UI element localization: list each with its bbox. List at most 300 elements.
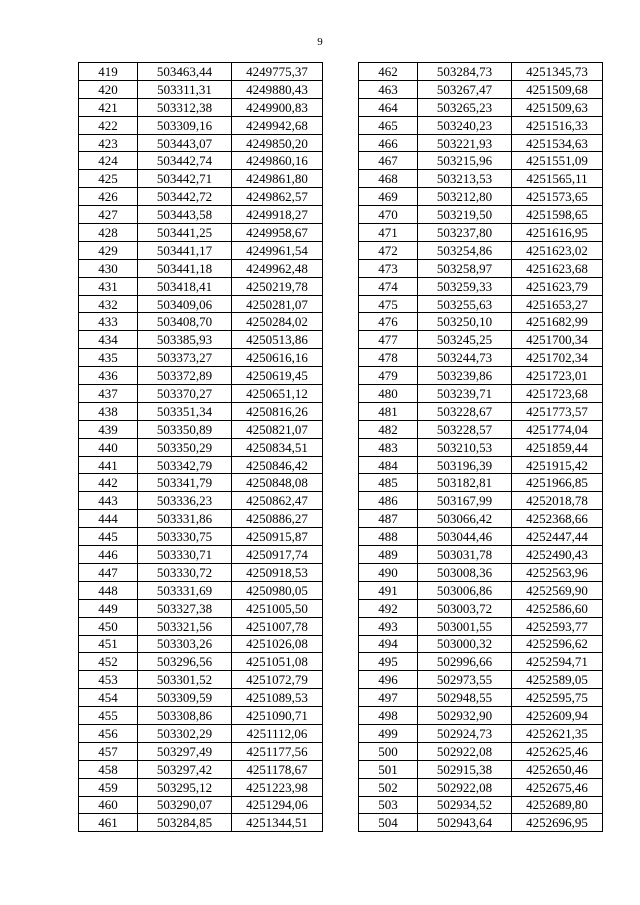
point-number-cell: 464 bbox=[359, 98, 418, 116]
x-coordinate-cell: 503259,33 bbox=[418, 277, 512, 295]
point-number-cell: 474 bbox=[359, 277, 418, 295]
x-coordinate-cell: 503196,39 bbox=[418, 456, 512, 474]
x-coordinate-cell: 503385,93 bbox=[138, 331, 232, 349]
table-row bbox=[359, 438, 603, 456]
point-number-cell: 471 bbox=[359, 224, 418, 242]
point-number-cell: 428 bbox=[79, 224, 138, 242]
table-row bbox=[79, 724, 323, 742]
y-coordinate-cell: 4252650,46 bbox=[512, 760, 603, 778]
x-coordinate-cell: 503312,38 bbox=[138, 98, 232, 116]
x-coordinate-cell: 503418,41 bbox=[138, 277, 232, 295]
point-number-cell: 468 bbox=[359, 170, 418, 188]
point-number-cell: 421 bbox=[79, 98, 138, 116]
point-number-cell: 441 bbox=[79, 456, 138, 474]
y-coordinate-cell: 4251682,99 bbox=[512, 313, 603, 331]
point-number-cell: 448 bbox=[79, 581, 138, 599]
point-number-cell: 461 bbox=[79, 814, 138, 832]
point-number-cell: 490 bbox=[359, 563, 418, 581]
point-number-cell: 487 bbox=[359, 510, 418, 528]
point-number-cell: 432 bbox=[79, 295, 138, 313]
y-coordinate-cell: 4252596,62 bbox=[512, 635, 603, 653]
point-number-cell: 475 bbox=[359, 295, 418, 313]
table-row bbox=[359, 331, 603, 349]
point-number-cell: 479 bbox=[359, 367, 418, 385]
table-row bbox=[359, 724, 603, 742]
x-coordinate-cell: 503341,79 bbox=[138, 474, 232, 492]
x-coordinate-cell: 503267,47 bbox=[418, 80, 512, 98]
y-coordinate-cell: 4252589,05 bbox=[512, 671, 603, 689]
x-coordinate-cell: 502932,90 bbox=[418, 707, 512, 725]
table-row bbox=[79, 385, 323, 403]
point-number-cell: 460 bbox=[79, 796, 138, 814]
x-coordinate-cell: 503441,18 bbox=[138, 259, 232, 277]
point-number-cell: 423 bbox=[79, 134, 138, 152]
y-coordinate-cell: 4251623,02 bbox=[512, 241, 603, 259]
x-coordinate-cell: 503210,53 bbox=[418, 438, 512, 456]
y-coordinate-cell: 4251534,63 bbox=[512, 134, 603, 152]
x-coordinate-cell: 503442,74 bbox=[138, 152, 232, 170]
y-coordinate-cell: 4251598,65 bbox=[512, 206, 603, 224]
coordinates-table-left-body bbox=[79, 63, 323, 832]
y-coordinate-cell: 4251177,56 bbox=[232, 742, 323, 760]
table-row bbox=[359, 152, 603, 170]
table-row bbox=[79, 617, 323, 635]
point-number-cell: 481 bbox=[359, 402, 418, 420]
y-coordinate-cell: 4251966,85 bbox=[512, 474, 603, 492]
y-coordinate-cell: 4251723,01 bbox=[512, 367, 603, 385]
point-number-cell: 440 bbox=[79, 438, 138, 456]
x-coordinate-cell: 503212,80 bbox=[418, 188, 512, 206]
x-coordinate-cell: 503351,34 bbox=[138, 402, 232, 420]
y-coordinate-cell: 4249850,20 bbox=[232, 134, 323, 152]
x-coordinate-cell: 503250,10 bbox=[418, 313, 512, 331]
table-row bbox=[359, 653, 603, 671]
y-coordinate-cell: 4250619,45 bbox=[232, 367, 323, 385]
y-coordinate-cell: 4250821,07 bbox=[232, 420, 323, 438]
table-row bbox=[79, 367, 323, 385]
point-number-cell: 450 bbox=[79, 617, 138, 635]
table-row bbox=[79, 778, 323, 796]
table-row bbox=[359, 98, 603, 116]
table-row bbox=[359, 349, 603, 367]
point-number-cell: 500 bbox=[359, 742, 418, 760]
point-number-cell: 433 bbox=[79, 313, 138, 331]
x-coordinate-cell: 503003,72 bbox=[418, 599, 512, 617]
table-row bbox=[359, 241, 603, 259]
y-coordinate-cell: 4249918,27 bbox=[232, 206, 323, 224]
table-row bbox=[79, 259, 323, 277]
point-number-cell: 438 bbox=[79, 402, 138, 420]
point-number-cell: 424 bbox=[79, 152, 138, 170]
x-coordinate-cell: 503370,27 bbox=[138, 385, 232, 403]
coordinates-table-left bbox=[78, 62, 323, 832]
y-coordinate-cell: 4251653,27 bbox=[512, 295, 603, 313]
x-coordinate-cell: 503255,63 bbox=[418, 295, 512, 313]
point-number-cell: 454 bbox=[79, 689, 138, 707]
x-coordinate-cell: 503008,36 bbox=[418, 563, 512, 581]
x-coordinate-cell: 503297,49 bbox=[138, 742, 232, 760]
table-row bbox=[359, 277, 603, 295]
y-coordinate-cell: 4252447,44 bbox=[512, 528, 603, 546]
point-number-cell: 502 bbox=[359, 778, 418, 796]
y-coordinate-cell: 4252586,60 bbox=[512, 599, 603, 617]
x-coordinate-cell: 503409,06 bbox=[138, 295, 232, 313]
x-coordinate-cell: 503331,86 bbox=[138, 510, 232, 528]
point-number-cell: 463 bbox=[359, 80, 418, 98]
x-coordinate-cell: 503443,07 bbox=[138, 134, 232, 152]
y-coordinate-cell: 4250834,51 bbox=[232, 438, 323, 456]
table-row bbox=[79, 402, 323, 420]
point-number-cell: 494 bbox=[359, 635, 418, 653]
table-row bbox=[79, 635, 323, 653]
point-number-cell: 483 bbox=[359, 438, 418, 456]
table-row bbox=[79, 63, 323, 81]
point-number-cell: 425 bbox=[79, 170, 138, 188]
point-number-cell: 473 bbox=[359, 259, 418, 277]
point-number-cell: 435 bbox=[79, 349, 138, 367]
x-coordinate-cell: 503031,78 bbox=[418, 546, 512, 564]
table-row bbox=[359, 313, 603, 331]
point-number-cell: 437 bbox=[79, 385, 138, 403]
point-number-cell: 480 bbox=[359, 385, 418, 403]
x-coordinate-cell: 502948,55 bbox=[418, 689, 512, 707]
y-coordinate-cell: 4251007,78 bbox=[232, 617, 323, 635]
y-coordinate-cell: 4251859,44 bbox=[512, 438, 603, 456]
point-number-cell: 419 bbox=[79, 63, 138, 81]
table-row bbox=[359, 420, 603, 438]
y-coordinate-cell: 4251573,65 bbox=[512, 188, 603, 206]
table-row bbox=[79, 796, 323, 814]
y-coordinate-cell: 4251616,95 bbox=[512, 224, 603, 242]
table-row bbox=[79, 814, 323, 832]
point-number-cell: 455 bbox=[79, 707, 138, 725]
x-coordinate-cell: 503342,79 bbox=[138, 456, 232, 474]
table-row bbox=[359, 760, 603, 778]
y-coordinate-cell: 4251026,08 bbox=[232, 635, 323, 653]
table-row bbox=[79, 98, 323, 116]
x-coordinate-cell: 503215,96 bbox=[418, 152, 512, 170]
y-coordinate-cell: 4252569,90 bbox=[512, 581, 603, 599]
y-coordinate-cell: 4249860,16 bbox=[232, 152, 323, 170]
y-coordinate-cell: 4249958,67 bbox=[232, 224, 323, 242]
table-row bbox=[79, 671, 323, 689]
point-number-cell: 465 bbox=[359, 116, 418, 134]
table-row bbox=[79, 152, 323, 170]
y-coordinate-cell: 4252696,95 bbox=[512, 814, 603, 832]
table-row bbox=[79, 295, 323, 313]
y-coordinate-cell: 4251700,34 bbox=[512, 331, 603, 349]
table-row bbox=[359, 742, 603, 760]
y-coordinate-cell: 4252594,71 bbox=[512, 653, 603, 671]
y-coordinate-cell: 4250980,05 bbox=[232, 581, 323, 599]
y-coordinate-cell: 4250848,08 bbox=[232, 474, 323, 492]
y-coordinate-cell: 4252625,46 bbox=[512, 742, 603, 760]
point-number-cell: 430 bbox=[79, 259, 138, 277]
y-coordinate-cell: 4251623,68 bbox=[512, 259, 603, 277]
table-row bbox=[79, 707, 323, 725]
y-coordinate-cell: 4249961,54 bbox=[232, 241, 323, 259]
y-coordinate-cell: 4252621,35 bbox=[512, 724, 603, 742]
x-coordinate-cell: 503330,75 bbox=[138, 528, 232, 546]
point-number-cell: 459 bbox=[79, 778, 138, 796]
y-coordinate-cell: 4249900,83 bbox=[232, 98, 323, 116]
x-coordinate-cell: 503372,89 bbox=[138, 367, 232, 385]
table-row bbox=[79, 510, 323, 528]
x-coordinate-cell: 502973,55 bbox=[418, 671, 512, 689]
x-coordinate-cell: 503309,16 bbox=[138, 116, 232, 134]
point-number-cell: 504 bbox=[359, 814, 418, 832]
x-coordinate-cell: 503219,50 bbox=[418, 206, 512, 224]
table-row bbox=[79, 313, 323, 331]
x-coordinate-cell: 503443,58 bbox=[138, 206, 232, 224]
x-coordinate-cell: 503442,71 bbox=[138, 170, 232, 188]
x-coordinate-cell: 503463,44 bbox=[138, 63, 232, 81]
x-coordinate-cell: 503239,71 bbox=[418, 385, 512, 403]
x-coordinate-cell: 502922,08 bbox=[418, 778, 512, 796]
table-row bbox=[359, 170, 603, 188]
x-coordinate-cell: 503441,25 bbox=[138, 224, 232, 242]
y-coordinate-cell: 4250651,12 bbox=[232, 385, 323, 403]
y-coordinate-cell: 4252368,66 bbox=[512, 510, 603, 528]
point-number-cell: 491 bbox=[359, 581, 418, 599]
y-coordinate-cell: 4251565,11 bbox=[512, 170, 603, 188]
y-coordinate-cell: 4250219,78 bbox=[232, 277, 323, 295]
x-coordinate-cell: 503000,32 bbox=[418, 635, 512, 653]
x-coordinate-cell: 503228,67 bbox=[418, 402, 512, 420]
table-row bbox=[79, 116, 323, 134]
table-row bbox=[79, 277, 323, 295]
y-coordinate-cell: 4249880,43 bbox=[232, 80, 323, 98]
point-number-cell: 457 bbox=[79, 742, 138, 760]
table-row bbox=[79, 581, 323, 599]
point-number-cell: 498 bbox=[359, 707, 418, 725]
table-row bbox=[79, 546, 323, 564]
table-row bbox=[359, 367, 603, 385]
coordinates-table-right bbox=[358, 62, 603, 832]
table-row bbox=[359, 510, 603, 528]
table-row bbox=[79, 420, 323, 438]
y-coordinate-cell: 4252563,96 bbox=[512, 563, 603, 581]
x-coordinate-cell: 503350,89 bbox=[138, 420, 232, 438]
table-row bbox=[359, 474, 603, 492]
table-row bbox=[79, 349, 323, 367]
y-coordinate-cell: 4252490,43 bbox=[512, 546, 603, 564]
y-coordinate-cell: 4249962,48 bbox=[232, 259, 323, 277]
table-row bbox=[359, 63, 603, 81]
point-number-cell: 452 bbox=[79, 653, 138, 671]
table-row bbox=[359, 402, 603, 420]
x-coordinate-cell: 503001,55 bbox=[418, 617, 512, 635]
y-coordinate-cell: 4251089,53 bbox=[232, 689, 323, 707]
x-coordinate-cell: 503303,26 bbox=[138, 635, 232, 653]
x-coordinate-cell: 503321,56 bbox=[138, 617, 232, 635]
table-row bbox=[359, 492, 603, 510]
table-row bbox=[359, 599, 603, 617]
point-number-cell: 439 bbox=[79, 420, 138, 438]
x-coordinate-cell: 502924,73 bbox=[418, 724, 512, 742]
point-number-cell: 447 bbox=[79, 563, 138, 581]
y-coordinate-cell: 4251773,57 bbox=[512, 402, 603, 420]
table-row bbox=[359, 295, 603, 313]
point-number-cell: 458 bbox=[79, 760, 138, 778]
table-row bbox=[359, 116, 603, 134]
table-row bbox=[79, 689, 323, 707]
x-coordinate-cell: 503330,71 bbox=[138, 546, 232, 564]
point-number-cell: 467 bbox=[359, 152, 418, 170]
x-coordinate-cell: 502943,64 bbox=[418, 814, 512, 832]
y-coordinate-cell: 4251551,09 bbox=[512, 152, 603, 170]
table-row bbox=[359, 778, 603, 796]
x-coordinate-cell: 503228,57 bbox=[418, 420, 512, 438]
table-row bbox=[79, 653, 323, 671]
y-coordinate-cell: 4251072,79 bbox=[232, 671, 323, 689]
point-number-cell: 451 bbox=[79, 635, 138, 653]
point-number-cell: 495 bbox=[359, 653, 418, 671]
x-coordinate-cell: 503330,72 bbox=[138, 563, 232, 581]
x-coordinate-cell: 503044,46 bbox=[418, 528, 512, 546]
point-number-cell: 446 bbox=[79, 546, 138, 564]
x-coordinate-cell: 503006,86 bbox=[418, 581, 512, 599]
table-row bbox=[79, 438, 323, 456]
table-row bbox=[79, 241, 323, 259]
x-coordinate-cell: 503239,86 bbox=[418, 367, 512, 385]
table-row bbox=[359, 635, 603, 653]
x-coordinate-cell: 503066,42 bbox=[418, 510, 512, 528]
x-coordinate-cell: 503327,38 bbox=[138, 599, 232, 617]
table-row bbox=[359, 224, 603, 242]
y-coordinate-cell: 4252675,46 bbox=[512, 778, 603, 796]
y-coordinate-cell: 4250284,02 bbox=[232, 313, 323, 331]
point-number-cell: 492 bbox=[359, 599, 418, 617]
x-coordinate-cell: 503290,07 bbox=[138, 796, 232, 814]
y-coordinate-cell: 4251509,63 bbox=[512, 98, 603, 116]
table-row bbox=[79, 80, 323, 98]
x-coordinate-cell: 503302,29 bbox=[138, 724, 232, 742]
table-row bbox=[79, 134, 323, 152]
point-number-cell: 484 bbox=[359, 456, 418, 474]
point-number-cell: 476 bbox=[359, 313, 418, 331]
y-coordinate-cell: 4250816,26 bbox=[232, 402, 323, 420]
y-coordinate-cell: 4250862,47 bbox=[232, 492, 323, 510]
point-number-cell: 497 bbox=[359, 689, 418, 707]
table-row bbox=[79, 474, 323, 492]
point-number-cell: 485 bbox=[359, 474, 418, 492]
point-number-cell: 469 bbox=[359, 188, 418, 206]
x-coordinate-cell: 503182,81 bbox=[418, 474, 512, 492]
point-number-cell: 482 bbox=[359, 420, 418, 438]
y-coordinate-cell: 4249862,57 bbox=[232, 188, 323, 206]
table-row bbox=[359, 134, 603, 152]
point-number-cell: 436 bbox=[79, 367, 138, 385]
y-coordinate-cell: 4252689,80 bbox=[512, 796, 603, 814]
table-row bbox=[79, 456, 323, 474]
x-coordinate-cell: 503254,86 bbox=[418, 241, 512, 259]
x-coordinate-cell: 503331,69 bbox=[138, 581, 232, 599]
point-number-cell: 488 bbox=[359, 528, 418, 546]
point-number-cell: 442 bbox=[79, 474, 138, 492]
x-coordinate-cell: 503221,93 bbox=[418, 134, 512, 152]
table-row bbox=[359, 689, 603, 707]
table-row bbox=[79, 206, 323, 224]
y-coordinate-cell: 4251509,68 bbox=[512, 80, 603, 98]
point-number-cell: 426 bbox=[79, 188, 138, 206]
point-number-cell: 478 bbox=[359, 349, 418, 367]
coordinates-table-right-body bbox=[359, 63, 603, 832]
x-coordinate-cell: 503213,53 bbox=[418, 170, 512, 188]
point-number-cell: 420 bbox=[79, 80, 138, 98]
x-coordinate-cell: 502915,38 bbox=[418, 760, 512, 778]
x-coordinate-cell: 502996,66 bbox=[418, 653, 512, 671]
y-coordinate-cell: 4251178,67 bbox=[232, 760, 323, 778]
y-coordinate-cell: 4250915,87 bbox=[232, 528, 323, 546]
y-coordinate-cell: 4250918,53 bbox=[232, 563, 323, 581]
y-coordinate-cell: 4249775,37 bbox=[232, 63, 323, 81]
x-coordinate-cell: 503301,52 bbox=[138, 671, 232, 689]
table-row bbox=[359, 707, 603, 725]
y-coordinate-cell: 4251723,68 bbox=[512, 385, 603, 403]
y-coordinate-cell: 4251223,98 bbox=[232, 778, 323, 796]
table-row bbox=[359, 456, 603, 474]
point-number-cell: 444 bbox=[79, 510, 138, 528]
point-number-cell: 456 bbox=[79, 724, 138, 742]
x-coordinate-cell: 503245,25 bbox=[418, 331, 512, 349]
x-coordinate-cell: 503284,73 bbox=[418, 63, 512, 81]
point-number-cell: 427 bbox=[79, 206, 138, 224]
y-coordinate-cell: 4251294,06 bbox=[232, 796, 323, 814]
y-coordinate-cell: 4251112,06 bbox=[232, 724, 323, 742]
x-coordinate-cell: 503296,56 bbox=[138, 653, 232, 671]
x-coordinate-cell: 503244,73 bbox=[418, 349, 512, 367]
point-number-cell: 453 bbox=[79, 671, 138, 689]
y-coordinate-cell: 4250616,16 bbox=[232, 349, 323, 367]
table-row bbox=[79, 742, 323, 760]
y-coordinate-cell: 4252593,77 bbox=[512, 617, 603, 635]
table-row bbox=[359, 528, 603, 546]
table-row bbox=[359, 80, 603, 98]
point-number-cell: 445 bbox=[79, 528, 138, 546]
table-row bbox=[359, 206, 603, 224]
point-number-cell: 470 bbox=[359, 206, 418, 224]
table-row bbox=[359, 385, 603, 403]
point-number-cell: 486 bbox=[359, 492, 418, 510]
y-coordinate-cell: 4251051,08 bbox=[232, 653, 323, 671]
point-number-cell: 466 bbox=[359, 134, 418, 152]
y-coordinate-cell: 4252018,78 bbox=[512, 492, 603, 510]
y-coordinate-cell: 4250846,42 bbox=[232, 456, 323, 474]
y-coordinate-cell: 4251915,42 bbox=[512, 456, 603, 474]
point-number-cell: 477 bbox=[359, 331, 418, 349]
x-coordinate-cell: 502934,52 bbox=[418, 796, 512, 814]
point-number-cell: 496 bbox=[359, 671, 418, 689]
point-number-cell: 503 bbox=[359, 796, 418, 814]
table-row bbox=[79, 563, 323, 581]
y-coordinate-cell: 4251345,73 bbox=[512, 63, 603, 81]
table-row bbox=[79, 224, 323, 242]
point-number-cell: 429 bbox=[79, 241, 138, 259]
x-coordinate-cell: 503311,31 bbox=[138, 80, 232, 98]
page-number: 9 bbox=[317, 36, 323, 48]
y-coordinate-cell: 4251623,79 bbox=[512, 277, 603, 295]
table-row bbox=[359, 796, 603, 814]
y-coordinate-cell: 4250513,86 bbox=[232, 331, 323, 349]
x-coordinate-cell: 503265,23 bbox=[418, 98, 512, 116]
table-row bbox=[359, 188, 603, 206]
point-number-cell: 422 bbox=[79, 116, 138, 134]
table-row bbox=[79, 331, 323, 349]
x-coordinate-cell: 503258,97 bbox=[418, 259, 512, 277]
y-coordinate-cell: 4250281,07 bbox=[232, 295, 323, 313]
table-row bbox=[79, 188, 323, 206]
